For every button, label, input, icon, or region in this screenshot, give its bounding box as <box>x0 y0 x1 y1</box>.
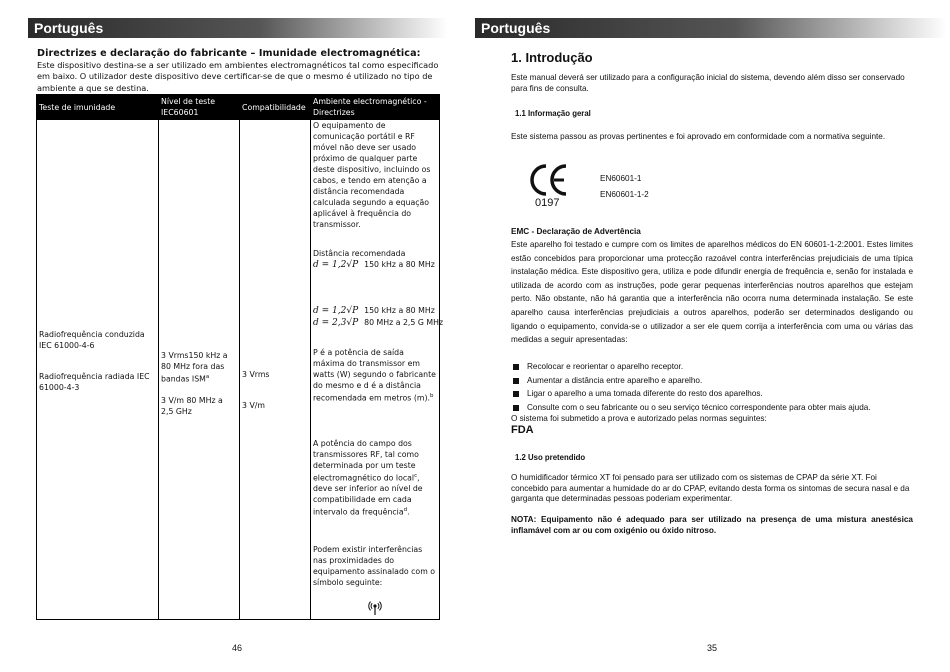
env-power-footnote: b <box>429 393 434 399</box>
non-ionizing-radiation-icon <box>313 600 437 619</box>
header-immunity-test: Teste de imunidade <box>37 95 159 120</box>
emc-warning-title: EMC - Declaração de Advertência <box>511 227 641 236</box>
level-conducted-footnote: a <box>205 374 210 380</box>
test-radiated-rf: Radiofrequência radiada IEC 61000-4-3 <box>39 372 150 392</box>
compliance-conducted: 3 Vrms <box>242 370 270 379</box>
fda-label: FDA <box>511 424 534 436</box>
note-warning: NOTA: Equipamento não é adequado para ser utilizado na presença de uma mistura anestésica inflamável com ar ou com oxigénio ou óxido nitroso. <box>511 515 913 535</box>
test-conducted-rf: Radiofrequência conduzida IEC 61000-4-6 <box>39 330 145 350</box>
right-page <box>475 0 950 672</box>
formula-3: d = 2,3√P <box>313 318 359 328</box>
intended-use-paragraph: O humidificador térmico XT foi pensado para ser utilizado com os sistemas de CPAP da série XT. Foi concebido para aumentar a humidade do ar do CPAP, evitando desta forma os sintomas de secura nasal e da garganta que determinadas pessoas poderiam experimentar. <box>511 473 910 503</box>
section-heading-introduction: 1. Introdução <box>511 50 593 65</box>
level-conducted: 3 Vrms150 kHz a 80 MHz fora das bandas ISM <box>161 351 228 384</box>
page-number: 35 <box>707 643 718 653</box>
env-field-strength-text-2: , deve ser inferior ao nível de compatibilidade em cada intervalo da frequência <box>313 473 423 517</box>
list-item: Aumentar a distância entre aparelho e aparelho. <box>511 374 913 388</box>
standard-en60601-1-2: EN60601-1-2 <box>600 190 649 199</box>
immunity-test-cell <box>37 120 159 620</box>
env-field-footnote-c: c <box>414 472 418 479</box>
subheading-general-info: 1.1 Informação geral <box>515 109 591 118</box>
formula-2-range: 150 kHz a 80 MHz <box>364 306 435 315</box>
table-row <box>37 120 440 620</box>
language-header-bar: Português <box>28 18 448 38</box>
page-number: 46 <box>232 643 243 653</box>
standard-en60601-1: EN60601-1 <box>600 174 642 183</box>
emc-immunity-intro: Este dispositivo destina-se a ser utilizado em ambientes electromagnéticos tal como especificado em baixo. O utilizador deste dispositivo deve certificar-se de que o mesmo é utilizado no tipo de ambiente a que se destina. <box>37 60 439 93</box>
intro-paragraph: Este manual deverá ser utilizado para a configuração inicial do sistema, devendo além disso ser conservado para fins de consulta. <box>511 73 905 93</box>
ce-notified-body-number: 0197 <box>535 197 560 209</box>
tested-standards-text: O sistema foi submetido a prova e autorizado pelas normas seguintes: <box>511 414 767 423</box>
env-guidance-text: O equipamento de comunicação portátil e RF móvel não deve ser usado próximo de qualquer parte deste dispositivo, incluindo os cabos, e tendo em atenção a distância recomendada calculada segundo a equação aplicável à frequência do transmissor. <box>313 121 431 229</box>
env-field-period: . <box>407 507 410 517</box>
list-item: Ligar o aparelho a uma tomada diferente do resto dos aparelhos. <box>511 387 913 401</box>
list-item: Consulte com o seu fabricante ou o seu serviço técnico correspondente para obter mais ajuda. <box>511 401 913 415</box>
subheading-intended-use: 1.2 Uso pretendido <box>515 453 586 462</box>
test-level-cell <box>159 120 240 620</box>
emc-immunity-title: Directrizes e declaração do fabricante – Imunidade electromagnética: <box>37 48 421 59</box>
emc-warning-text: Este aparelho foi testado e cumpre com os limites de aparelhos médicos do EN 60601-1-2:2001. Estes limites estão concebidos para proporcionar uma protecção razoável contra interferências prejudiciais de uma típica instalação médica. Este dispositivo gera, utiliza e pode difundir energia de frequência e, senão for instalada e utilizada de acordo com as instruções, pode gerar pequenas interferências noutros aparelhos que estejam perto. Não obstante, não há garantia que a interferência não ocorra numa determinada instalação. Se este aparelho causa interferências prejudiciais a outros aparelhos, poderão ser determinados desligando ou ligando o equipamento, convida-se o utilizador a ser ele quem corrija a interferência com uma ou várias das medidas a seguir apresentadas: <box>511 240 913 345</box>
formula-1: d = 1,2√P <box>313 260 359 270</box>
language-header-bar: Português <box>475 18 947 38</box>
header-environment: Ambiente electromagnético - Directrizes <box>311 95 440 120</box>
recommendation-list <box>511 360 913 414</box>
env-field-strength-text: A potência do campo dos transmissores RF, tal como determinada por um teste electromagnético do local <box>313 438 419 483</box>
formula-2: d = 1,2√P <box>313 306 359 316</box>
environment-cell <box>311 120 444 620</box>
env-distance-label: Distância recomendada <box>313 249 406 258</box>
table-header-row <box>37 95 440 120</box>
compliance-radiated: 3 V/m <box>242 401 265 410</box>
level-radiated: 3 V/m 80 MHz a 2,5 GHz <box>161 395 223 416</box>
formula-3-range: 80 MHz a 2,5 G MHz <box>364 318 444 327</box>
list-item: Recolocar e reorientar o aparelho receptor. <box>511 360 913 374</box>
general-info-paragraph: Este sistema passou as provas pertinentes e foi aprovado em conformidade com a normativa seguinte. <box>511 132 886 141</box>
header-test-level: Nível de teste IEC60601 <box>159 95 240 120</box>
header-compliance: Compatibilidade <box>240 95 311 120</box>
env-field-footnote-d: d <box>403 507 408 514</box>
emc-immunity-table <box>36 94 444 620</box>
env-interference-text: Podem existir interferências nas proximidades do equipamento assinalado com o símbolo seguinte: <box>313 544 436 587</box>
env-power-text: P é a potência de saída máxima do transmissor em watts (W) segundo o fabricante do mesmo e d é a distância recomendada em metros (m). <box>313 348 436 403</box>
formula-1-range: 150 kHz a 80 MHz <box>364 260 435 269</box>
compliance-cell <box>240 120 311 620</box>
ce-mark-icon <box>529 163 569 199</box>
